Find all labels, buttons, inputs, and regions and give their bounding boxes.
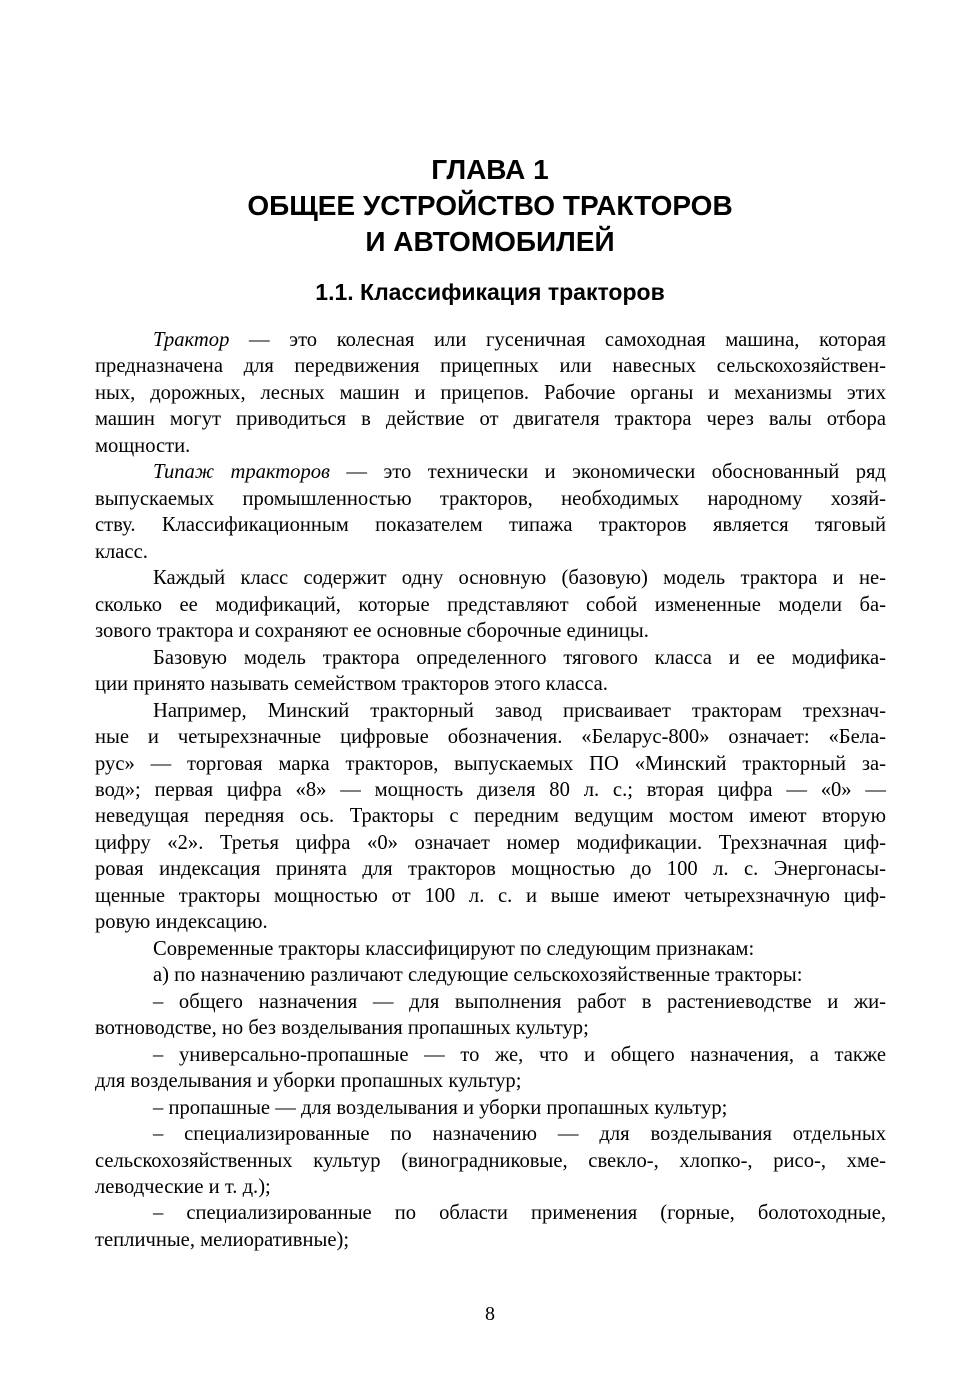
text-line — [95, 1015, 886, 1041]
text-line — [95, 406, 886, 432]
paragraph — [95, 459, 886, 565]
line-text: мощности. — [95, 434, 191, 457]
text-line — [95, 1227, 886, 1253]
text-line — [95, 645, 886, 671]
line-text: — это колесная или гусеничная самоходная машина, которая — [229, 329, 886, 351]
line-text: сколько ее модификаций, которые представляют собой измененные модели ба- — [95, 593, 886, 616]
line-text: машин могут приводиться в действие от двигателя трактора через валы отбора — [95, 408, 886, 431]
line-text: ных, дорожных, лесных машин и прицепов. Рабочие органы и механизмы этих — [95, 381, 886, 404]
line-text: рус» — торговая марка тракторов, выпускаемых ПО «Минский тракторный за- — [95, 752, 886, 775]
line-text: Современные тракторы классифицируют по следующим признакам: — [153, 937, 755, 960]
line-text: – специализированные по назначению — для возделывания отдельных — [153, 1123, 886, 1146]
line-text: тепличные, мелиоративные); — [95, 1228, 350, 1251]
chapter-title-line: ОБЩЕЕ УСТРОЙСТВО ТРАКТОРОВ — [247, 190, 733, 221]
line-text: – общего назначения — для выполнения работ в растениеводстве и жи- — [153, 990, 886, 1013]
line-text: ные и четырехзначные цифровые обозначения. «Беларус-800» означает: «Бела- — [95, 726, 886, 749]
section-title: 1.1. Классификация тракторов — [315, 279, 665, 305]
chapter-title-line: И АВТОМОБИЛЕЙ — [365, 226, 615, 257]
page-number: 8 — [485, 1303, 495, 1325]
paragraph — [95, 645, 886, 698]
text-line — [95, 1148, 886, 1174]
text-line — [95, 592, 886, 618]
text-line — [95, 777, 886, 803]
line-text: щенные тракторы мощностью от 100 л. с. и выше имеют четырехзначную циф- — [95, 884, 886, 907]
chapter-title — [0, 152, 980, 260]
line-text: – универсально-пропашные — то же, что и общего назначения, а также — [153, 1043, 886, 1066]
text-line — [95, 830, 886, 856]
line-text: ству. Классификационным показателем типажа тракторов является тяговый — [95, 514, 886, 537]
line-text: предназначена для передвижения прицепных или навесных сельскохозяйствен- — [95, 355, 886, 378]
line-text: выпускаемых промышленностью тракторов, необходимых народному хозяй- — [95, 487, 886, 510]
text-line — [95, 1121, 886, 1147]
paragraph — [95, 1095, 886, 1121]
text-line — [95, 698, 886, 724]
line-text: вод»; первая цифра «8» — мощность дизеля 80 л. с.; вторая цифра — «0» — — [95, 778, 886, 801]
line-text: неведущая передняя ось. Тракторы с передним ведущим мостом имеют вторую — [95, 805, 886, 828]
text-line — [95, 671, 886, 697]
text-line — [95, 936, 886, 962]
line-text: сельскохозяйственных культур (виноградниковые, свекло-, хлопко-, рисо-, хме- — [95, 1149, 886, 1172]
text-line — [95, 989, 886, 1015]
paragraph — [95, 962, 886, 988]
line-text: а) по назначению различают следующие сельскохозяйственные тракторы: — [153, 964, 803, 987]
line-text: ции принято называть семейством тракторов этого класса. — [95, 673, 608, 696]
term-italic: Трактор — [153, 329, 230, 351]
text-line — [95, 724, 886, 750]
line-text: – пропашные — для возделывания и уборки пропашных культур; — [153, 1096, 728, 1119]
text-line — [95, 618, 886, 644]
text-line — [95, 803, 886, 829]
line-text: — это технически и экономически обоснованный ряд — [329, 461, 886, 484]
chapter-title-line: ГЛАВА 1 — [431, 154, 549, 185]
text-line — [95, 380, 886, 406]
line-text: цифру «2». Третья цифра «0» означает номер модификации. Трехзначная циф- — [95, 831, 886, 854]
text-line — [95, 353, 886, 379]
term-italic: Типаж тракторов — [153, 461, 330, 484]
paragraph — [95, 1121, 886, 1200]
line-text: Базовую модель трактора определенного тягового класса и ее модифика- — [153, 646, 886, 669]
text-line — [95, 539, 886, 565]
paragraph — [95, 327, 886, 459]
line-text: класс. — [95, 540, 148, 563]
paragraph — [95, 1200, 886, 1253]
text-line — [95, 962, 886, 988]
line-text: – специализированные по области применения (горные, болотоходные, — [153, 1202, 886, 1225]
paragraph — [95, 698, 886, 936]
line-text: зового трактора и сохраняют ее основные сборочные единицы. — [95, 620, 649, 643]
paragraph — [95, 1042, 886, 1095]
text-line — [95, 486, 886, 512]
text-line — [95, 459, 886, 485]
text-line — [95, 433, 886, 459]
line-text: вотноводстве, но без возделывания пропашных культур; — [95, 1017, 589, 1040]
line-text: леводческие и т. д.); — [95, 1176, 271, 1198]
text-line — [95, 1174, 886, 1200]
text-line — [95, 327, 886, 353]
text-line — [95, 909, 886, 935]
line-text: ровую индексацию. — [95, 911, 268, 934]
body-text — [95, 327, 886, 1253]
paragraph — [95, 936, 886, 962]
line-text: для возделывания и уборки пропашных культур; — [95, 1070, 522, 1093]
text-line — [95, 883, 886, 909]
text-line — [95, 565, 886, 591]
text-line — [95, 1200, 886, 1226]
line-text: ровая индексация принята для тракторов мощностью до 100 л. с. Энергонасы- — [95, 858, 886, 881]
text-line — [95, 751, 886, 777]
paragraph — [95, 565, 886, 644]
line-text: Каждый класс содержит одну основную (базовую) модель трактора и не- — [153, 567, 886, 590]
text-line — [95, 1095, 886, 1121]
text-line — [95, 1068, 886, 1094]
text-line — [95, 1042, 886, 1068]
line-text: Например, Минский тракторный завод присваивает тракторам трехзнач- — [153, 699, 886, 722]
text-line — [95, 856, 886, 882]
text-line — [95, 512, 886, 538]
paragraph — [95, 989, 886, 1042]
